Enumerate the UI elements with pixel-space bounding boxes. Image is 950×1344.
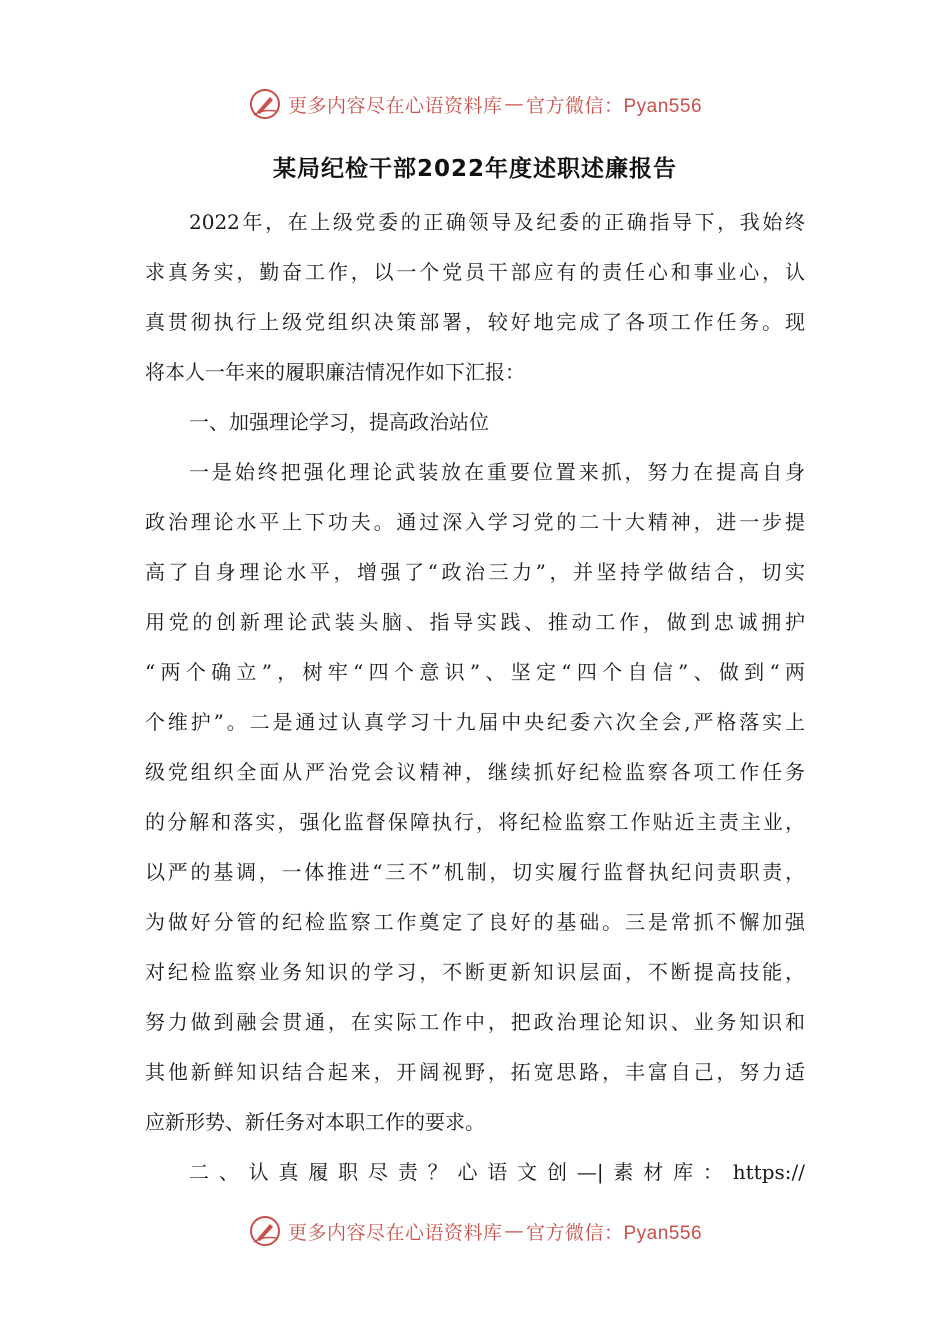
text-line: 将本人一年来的履职廉洁情况作如下汇报： [145,360,525,384]
document-body [145,197,805,1197]
text-line: 对纪检监察业务知识的学习，不断更新知识层面，不断提高技能， [145,960,805,984]
text-line: 高了自身理论水平，增强了“政治三力”，并坚持学做结合，切实 [145,560,805,584]
text-line: 个维护”。二是通过认真学习十九届中央纪委六次全会,严格落实上 [145,710,805,734]
text-line: 应新形势、新任务对本职工作的要求。 [145,1110,485,1134]
text-line: 级党组织全面从严治党会议精神，继续抓好纪检监察各项工作任务 [145,760,805,784]
text-line: 2022年，在上级党委的正确领导及纪委的正确指导下，我始终 [189,210,805,234]
text-line: 一是始终把强化理论武装放在重要位置来抓，努力在提高自身 [189,460,805,484]
header-watermark [0,84,950,124]
pen-logo-icon [248,1214,282,1248]
section-heading: 一、加强理论学习，提高政治站位 [189,410,489,434]
text-line: 为做好分管的纪检监察工作奠定了良好的基础。三是常抓不懈加强 [145,910,805,934]
text-line: “两个确立”，树牢“四个意识”、坚定“四个自信”、做到“两 [145,660,805,684]
text-line: 的分解和落实，强化监督保障执行，将纪检监察工作贴近主责主业， [145,810,805,834]
text-line: 政治理论水平上下功夫。通过深入学习党的二十大精神，进一步提 [145,510,805,534]
text-line: 求真务实，勤奋工作，以一个党员干部应有的责任心和事业心，认 [145,260,805,284]
pen-logo-icon [248,87,282,121]
text-line: 其他新鲜知识结合起来，开阔视野，拓宽思路，丰富自己，努力适 [145,1060,805,1084]
watermark-text: 更多内容尽在心语资料库 [287,1221,503,1244]
text-line: 用党的创新理论武装头脑、指导实践、推动工作，做到忠诚拥护 [145,610,805,634]
text-line: 真贯彻执行上级党组织决策部署，较好地完成了各项工作任务。现 [145,310,805,334]
watermark-wechat: 官方微信：Pyan556 [526,1222,703,1244]
watermark-text: 更多内容尽在心语资料库 [287,94,503,117]
footer-watermark [0,1211,950,1251]
document-title: 某局纪检干部2022年度述职述廉报告 [272,156,677,182]
text-line: 以严的基调，一体推进“三不”机制，切实履行监督执纪问责职责， [145,860,805,884]
section-heading: 二、认真履职尽责？心语文创—|素材库：https:// [189,1160,805,1184]
watermark-separator: — [504,93,524,115]
text-line: 努力做到融会贯通，在实际工作中，把政治理论知识、业务知识和 [145,1010,805,1034]
watermark-separator: — [504,1220,524,1242]
watermark-wechat: 官方微信：Pyan556 [526,95,703,117]
